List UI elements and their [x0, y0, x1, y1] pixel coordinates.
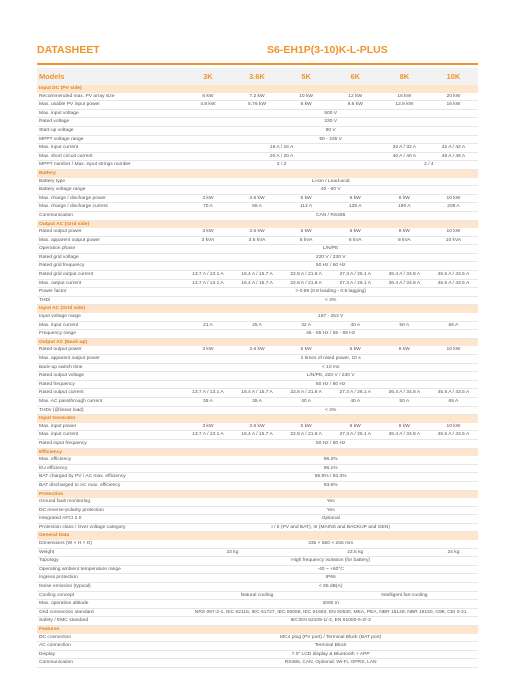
spec-value: Yes [183, 498, 478, 506]
spec-row [37, 144, 478, 153]
spec-row [37, 236, 478, 245]
spec-value: 3 kW [183, 228, 232, 236]
spec-row [37, 321, 478, 330]
spec-label: Noise emission (typical) [37, 583, 183, 592]
spec-value: 20 kW [429, 93, 478, 101]
spec-row [37, 659, 478, 668]
model-column-header: 3K [183, 68, 232, 85]
spec-value: 22.8 A / 21.8 A [282, 431, 331, 440]
spec-value: IP66 [183, 574, 478, 583]
spec-row [37, 389, 478, 398]
spec-value: 40 A / 40 A [380, 152, 429, 161]
spec-value: -40 ~ +60°C [183, 565, 478, 574]
spec-value: 10 kW [429, 346, 478, 354]
spec-value: I / II (PV and BAT), III (MAINS and BACKUP and GEN) [183, 523, 478, 532]
spec-row [37, 126, 478, 135]
spec-label: Ground fault monitoring [37, 498, 183, 506]
spec-value: 3 kW [183, 423, 232, 431]
spec-value: 23.5 kg [282, 548, 429, 557]
model-column-header: 6K [331, 68, 380, 85]
spec-value: 10 kW [429, 423, 478, 431]
spec-value: 70 A [183, 203, 232, 212]
spec-row [37, 423, 478, 431]
spec-value: L/N/PE [183, 245, 478, 254]
spec-value: 500 V [183, 109, 478, 118]
section-title: Input AC (Grid side) [37, 305, 478, 313]
spec-row [37, 296, 478, 305]
spec-value: 16.4 A / 15.7 A [232, 389, 281, 398]
spec-value: 12.8 kW [380, 101, 429, 110]
spec-value: 6 kW [183, 93, 232, 101]
spec-value: 50 Hz / 60 Hz [183, 262, 478, 271]
spec-value: 6 kW [331, 423, 380, 431]
section-header-row [37, 85, 478, 93]
section-header-row [37, 305, 478, 313]
spec-value: 40 A [331, 321, 380, 330]
spec-value: 9.6 kW [331, 101, 380, 110]
spec-label: Max. apparent output power [37, 355, 183, 364]
spec-value: 2 / 4 [380, 161, 478, 170]
spec-value: 6 kVA [331, 236, 380, 245]
spec-row [37, 397, 478, 406]
spec-label: Dimensions (W × H × D) [37, 540, 183, 548]
spec-value: 40 - 60 V [183, 186, 478, 195]
section-header-row [37, 220, 478, 228]
spec-label: Cooling concept [37, 591, 183, 600]
spec-value: 3 kW [183, 346, 232, 354]
spec-label: Topology [37, 557, 183, 566]
spec-value: 335 × 560 × 255 mm [183, 540, 478, 548]
spec-value: 35 A [232, 397, 281, 406]
spec-value: High frequency isolation (for battery) [183, 557, 478, 566]
spec-row [37, 186, 478, 195]
spec-value: 22.8 A / 21.8 A [282, 271, 331, 280]
spec-label: DC connection [37, 634, 183, 642]
spec-value: Intelligent fan-cooling [331, 591, 478, 600]
spec-value: 135 A [331, 203, 380, 212]
datasheet-header [37, 44, 478, 60]
spec-value: 5 kW [282, 228, 331, 236]
spec-value: 5 kW [282, 194, 331, 203]
spec-value: 8 kW [282, 101, 331, 110]
spec-value: 36.4 A / 34.8 A [380, 431, 429, 440]
spec-label: Frequency range [37, 330, 183, 339]
spec-row [37, 523, 478, 532]
spec-row [37, 506, 478, 515]
spec-label: Operating ambient temperature range [37, 565, 183, 574]
section-title: Output AC (Back-up) [37, 338, 478, 346]
spec-row [37, 288, 478, 297]
spec-label: Max. charge / discharge current [37, 203, 183, 212]
spec-row [37, 203, 478, 212]
spec-row [37, 161, 478, 170]
spec-value: 27.3 A / 26.1 A [331, 389, 380, 398]
spec-value: 88 A [232, 203, 281, 212]
spec-row [37, 93, 478, 101]
spec-value: 65 A [429, 397, 478, 406]
spec-value: CAN / RS485 [183, 211, 478, 220]
spec-label: Battery voltage range [37, 186, 183, 195]
spec-value: 10 kW [282, 93, 331, 101]
spec-row [37, 313, 478, 321]
spec-value: 24 kg [429, 548, 478, 557]
spec-label: Communication [37, 659, 183, 668]
spec-label: Rated grid voltage [37, 253, 183, 262]
section-header-row [37, 490, 478, 498]
datasheet-title: DATASHEET [37, 44, 100, 56]
spec-value: 95.9% / 93.3% [183, 473, 478, 482]
spec-label: Protection class / Over voltage category [37, 523, 183, 532]
spec-row [37, 211, 478, 220]
spec-label: Rated grid output current [37, 271, 183, 280]
spec-value: 40 A [331, 397, 380, 406]
spec-value: MC4 plug (PV port) / Terminal Block (BAT port) [183, 634, 478, 642]
spec-value: 187 - 253 V [183, 313, 478, 321]
spec-label: Grid connection standard [37, 608, 183, 617]
spec-row [37, 650, 478, 659]
spec-row [37, 372, 478, 381]
spec-value: 5 kW [282, 423, 331, 431]
model-column-header: 5K [282, 68, 331, 85]
spec-value: Terminal Block [183, 642, 478, 651]
spec-row [37, 118, 478, 127]
spec-value: 8 kW [380, 228, 429, 236]
spec-row [37, 101, 478, 110]
spec-value: 12 kW [331, 93, 380, 101]
spec-label: Integrated AFCI 2.0 [37, 515, 183, 524]
spec-row [37, 363, 478, 372]
spec-value: 45.5 A / 43.5 A [429, 431, 478, 440]
spec-value: 5 kW [282, 346, 331, 354]
spec-value: 3000 m [183, 600, 478, 609]
spec-value: 112 A [282, 203, 331, 212]
spec-value: 45.5 A / 43.5 A [429, 271, 478, 280]
section-header-row [37, 415, 478, 423]
spec-label: Rated output current [37, 389, 183, 398]
spec-value: 27.3 A / 26.1 A [331, 431, 380, 440]
spec-value: 6 kW [331, 194, 380, 203]
spec-row [37, 540, 478, 548]
spec-value: 10 kW [429, 194, 478, 203]
spec-label: Rated output power [37, 228, 183, 236]
spec-value: 7.2 kW [232, 93, 281, 101]
spec-label: Max. short circuit current [37, 152, 183, 161]
spec-label: Max. input current [37, 321, 183, 330]
spec-label: Ingress protection [37, 574, 183, 583]
spec-value: < 2% [183, 406, 478, 415]
spec-value: 3.6 kW [232, 346, 281, 354]
spec-label: Max. input current [37, 431, 183, 440]
spec-value: Optional [183, 515, 478, 524]
spec-value: 7.0" LCD display & Bluetooth + APP [183, 650, 478, 659]
spec-value: 190 A [380, 203, 429, 212]
spec-value: 90 - 435 V [183, 135, 478, 144]
spec-value: 23 kg [183, 548, 281, 557]
spec-value: 5.76 kW [232, 101, 281, 110]
section-title: Input Generator [37, 415, 478, 423]
spec-value: 50 A [380, 321, 429, 330]
spec-value: 96.1% [183, 464, 478, 473]
spec-value: 27.3 A / 26.1 A [331, 279, 380, 288]
spec-row [37, 406, 478, 415]
spec-label: Start-up voltage [37, 126, 183, 135]
spec-label: Rated output voltage [37, 372, 183, 381]
spec-label: Input voltage range [37, 313, 183, 321]
spec-row [37, 634, 478, 642]
spec-label: EU efficiency [37, 464, 183, 473]
spec-label: Max. operation altitude [37, 600, 183, 609]
spec-value: 65 A [429, 321, 478, 330]
spec-value: 6 kW [331, 228, 380, 236]
spec-value: 13.7 A / 13.1 A [183, 389, 232, 398]
spec-label: Max. apparent output power [37, 236, 183, 245]
spec-label: Max. output current [37, 279, 183, 288]
spec-value: 16.4 A / 15.7 A [232, 431, 281, 440]
spec-row [37, 439, 478, 448]
spec-value: > 0.99 (0.8 leading - 0.8 lagging) [183, 288, 478, 297]
spec-label: Rated frequency [37, 380, 183, 389]
spec-value: 3.6 kW [232, 423, 281, 431]
spec-value: 13.7 A / 13.1 A [183, 279, 232, 288]
spec-value: 4.8 kW [183, 101, 232, 110]
spec-row [37, 464, 478, 473]
spec-label: BAT discharged to AC max. efficiency [37, 481, 183, 490]
spec-row [37, 617, 478, 626]
spec-label: MPPT number / Max. input strings number [37, 161, 183, 170]
spec-value: L/N/PE, 220 V / 230 V [183, 372, 478, 381]
spec-value: 2 times of rated power, 10 s [183, 355, 478, 364]
spec-value: 8 kVA [380, 236, 429, 245]
spec-label: Max. input power [37, 423, 183, 431]
spec-label: Recommended max. PV array size [37, 93, 183, 101]
spec-value: 36.4 A / 34.8 A [380, 271, 429, 280]
spec-value: 13.7 A / 13.1 A [183, 431, 232, 440]
spec-row [37, 591, 478, 600]
spec-value: 16 kW [380, 93, 429, 101]
spec-label: THDi [37, 296, 183, 305]
spec-value: 45.5 A / 43.5 A [429, 279, 478, 288]
spec-value: 90 V [183, 126, 478, 135]
section-title: Battery [37, 169, 478, 177]
spec-label: Display [37, 650, 183, 659]
spec-row [37, 178, 478, 186]
spec-label: Max. AC passthrough current [37, 397, 183, 406]
spec-value: 2 / 2 [183, 161, 379, 170]
section-title: Output AC (Grid side) [37, 220, 478, 228]
spec-value: 36.4 A / 34.8 A [380, 389, 429, 398]
section-header-row [37, 532, 478, 540]
spec-value: < 65 dB(A) [183, 583, 478, 592]
section-title: Efficiency [37, 448, 478, 456]
spec-value: 16 A / 16 A [183, 144, 379, 153]
model-header-row [37, 68, 478, 85]
spec-value: 32 A / 32 A [380, 144, 429, 153]
spec-row [37, 253, 478, 262]
section-header-row [37, 626, 478, 634]
spec-label: Power factor [37, 288, 183, 297]
spec-row [37, 600, 478, 609]
spec-label: Max. input current [37, 144, 183, 153]
header-divider [37, 63, 478, 65]
section-title: Input DC (PV side) [37, 85, 478, 93]
spec-row [37, 380, 478, 389]
spec-value: 3.6 kW [232, 194, 281, 203]
model-column-header: 8K [380, 68, 429, 85]
spec-label: Back-up switch time [37, 363, 183, 372]
spec-row [37, 608, 478, 617]
spec-value: 16 kW [429, 101, 478, 110]
spec-row [37, 481, 478, 490]
spec-value: 36.4 A / 34.8 A [380, 279, 429, 288]
spec-value: 42 A / 42 A [429, 144, 478, 153]
spec-value: 50 Hz / 60 Hz [183, 380, 478, 389]
spec-value: 5 kVA [282, 236, 331, 245]
spec-label: THDv (@linear load) [37, 406, 183, 415]
spec-table [37, 68, 478, 668]
spec-value: 96.2% [183, 456, 478, 464]
spec-value: 25 A [232, 321, 281, 330]
spec-value: 13.7 A / 13.1 A [183, 271, 232, 280]
spec-value: < 10 ms [183, 363, 478, 372]
spec-row [37, 557, 478, 566]
spec-value: 10 kW [429, 228, 478, 236]
spec-label: Communication [37, 211, 183, 220]
spec-value: Yes [183, 506, 478, 515]
spec-row [37, 279, 478, 288]
section-header-row [37, 169, 478, 177]
spec-row [37, 565, 478, 574]
spec-value: 16.4 A / 15.7 A [232, 271, 281, 280]
spec-label: BAT charged by PV / AC max. efficiency [37, 473, 183, 482]
spec-row [37, 642, 478, 651]
model-column-header: 3.6K [232, 68, 281, 85]
spec-row [37, 574, 478, 583]
spec-row [37, 135, 478, 144]
spec-value: 3 kW [183, 194, 232, 203]
spec-value: 16.4 A / 15.7 A [232, 279, 281, 288]
spec-value: 208 A [429, 203, 478, 212]
spec-label: Max. input voltage [37, 109, 183, 118]
spec-row [37, 228, 478, 236]
spec-value: 48 A / 48 A [429, 152, 478, 161]
section-header-row [37, 448, 478, 456]
spec-row [37, 498, 478, 506]
spec-label: Rated output power [37, 346, 183, 354]
spec-value: 32 A [282, 321, 331, 330]
models-column-header: Models [37, 68, 183, 85]
model-column-header: 10K [429, 68, 478, 85]
spec-table-body [37, 85, 478, 667]
spec-value: 3 kVA [183, 236, 232, 245]
spec-value: 50 A [380, 397, 429, 406]
spec-row [37, 109, 478, 118]
spec-value: < 3% [183, 296, 478, 305]
spec-value: 40 A [282, 397, 331, 406]
spec-label: Max. usable PV input power [37, 101, 183, 110]
section-title: Protection [37, 490, 478, 498]
spec-label: DC reverse-polarity protection [37, 506, 183, 515]
spec-row [37, 194, 478, 203]
spec-label: Safety / EMC standard [37, 617, 183, 626]
spec-row [37, 245, 478, 254]
spec-value: 45.5 A / 43.5 A [429, 389, 478, 398]
spec-value: 22.8 A / 21.8 A [282, 389, 331, 398]
spec-value: 10 kVA [429, 236, 478, 245]
spec-value: 50 Hz / 60 Hz [183, 439, 478, 448]
spec-value: 21 A [183, 321, 232, 330]
spec-row [37, 583, 478, 592]
spec-value: 6 kW [331, 346, 380, 354]
spec-row [37, 548, 478, 557]
spec-value: RS485, CAN, Optional: Wi-Fi, GPRS, LAN [183, 659, 478, 668]
spec-row [37, 271, 478, 280]
spec-value: NRS 097-2-1, IEC 62116, IEC 61727, IEC 60068, IEC 61683, EN 50530, MEA, PEA, NBR 16149, NBR 16150, G98, CEI 0-21 [183, 608, 478, 617]
spec-row [37, 346, 478, 354]
section-title: Features [37, 626, 478, 634]
spec-row [37, 515, 478, 524]
spec-value: 8 kW [380, 194, 429, 203]
spec-row [37, 262, 478, 271]
spec-value: IEC/EN 62109-1/-2, EN 61000-6-2/-3 [183, 617, 478, 626]
spec-label: Battery type [37, 178, 183, 186]
spec-value: 93.6% [183, 481, 478, 490]
spec-value: 3.6 kVA [232, 236, 281, 245]
spec-value: 22.8 A / 21.8 A [282, 279, 331, 288]
spec-value: Li-ion / Lead-acid [183, 178, 478, 186]
spec-label: Rated grid frequency [37, 262, 183, 271]
spec-label: MPPT voltage range [37, 135, 183, 144]
spec-row [37, 152, 478, 161]
spec-value: 3.6 kW [232, 228, 281, 236]
spec-label: Rated input frequency [37, 439, 183, 448]
spec-label: Weight [37, 548, 183, 557]
spec-label: Rated voltage [37, 118, 183, 127]
spec-row [37, 456, 478, 464]
section-title: General Data [37, 532, 478, 540]
spec-label: Max. charge / discharge power [37, 194, 183, 203]
spec-value: 27.3 A / 26.1 A [331, 271, 380, 280]
model-series-title: S6-EH1P(3-10)K-L-PLUS [267, 44, 388, 56]
spec-label: AC connection [37, 642, 183, 651]
spec-label: Operation phase [37, 245, 183, 254]
spec-value: 20 A / 20 A [183, 152, 379, 161]
spec-value: 330 V [183, 118, 478, 127]
spec-value: 8 kW [380, 423, 429, 431]
spec-value: Natural cooling [183, 591, 330, 600]
spec-value: 45 - 55 Hz / 55 - 65 Hz [183, 330, 478, 339]
section-header-row [37, 338, 478, 346]
spec-row [37, 355, 478, 364]
spec-value: 8 kW [380, 346, 429, 354]
spec-row [37, 330, 478, 339]
spec-value: 35 A [183, 397, 232, 406]
spec-row [37, 431, 478, 440]
spec-value: 220 V / 230 V [183, 253, 478, 262]
spec-label: Max. efficiency [37, 456, 183, 464]
spec-row [37, 473, 478, 482]
